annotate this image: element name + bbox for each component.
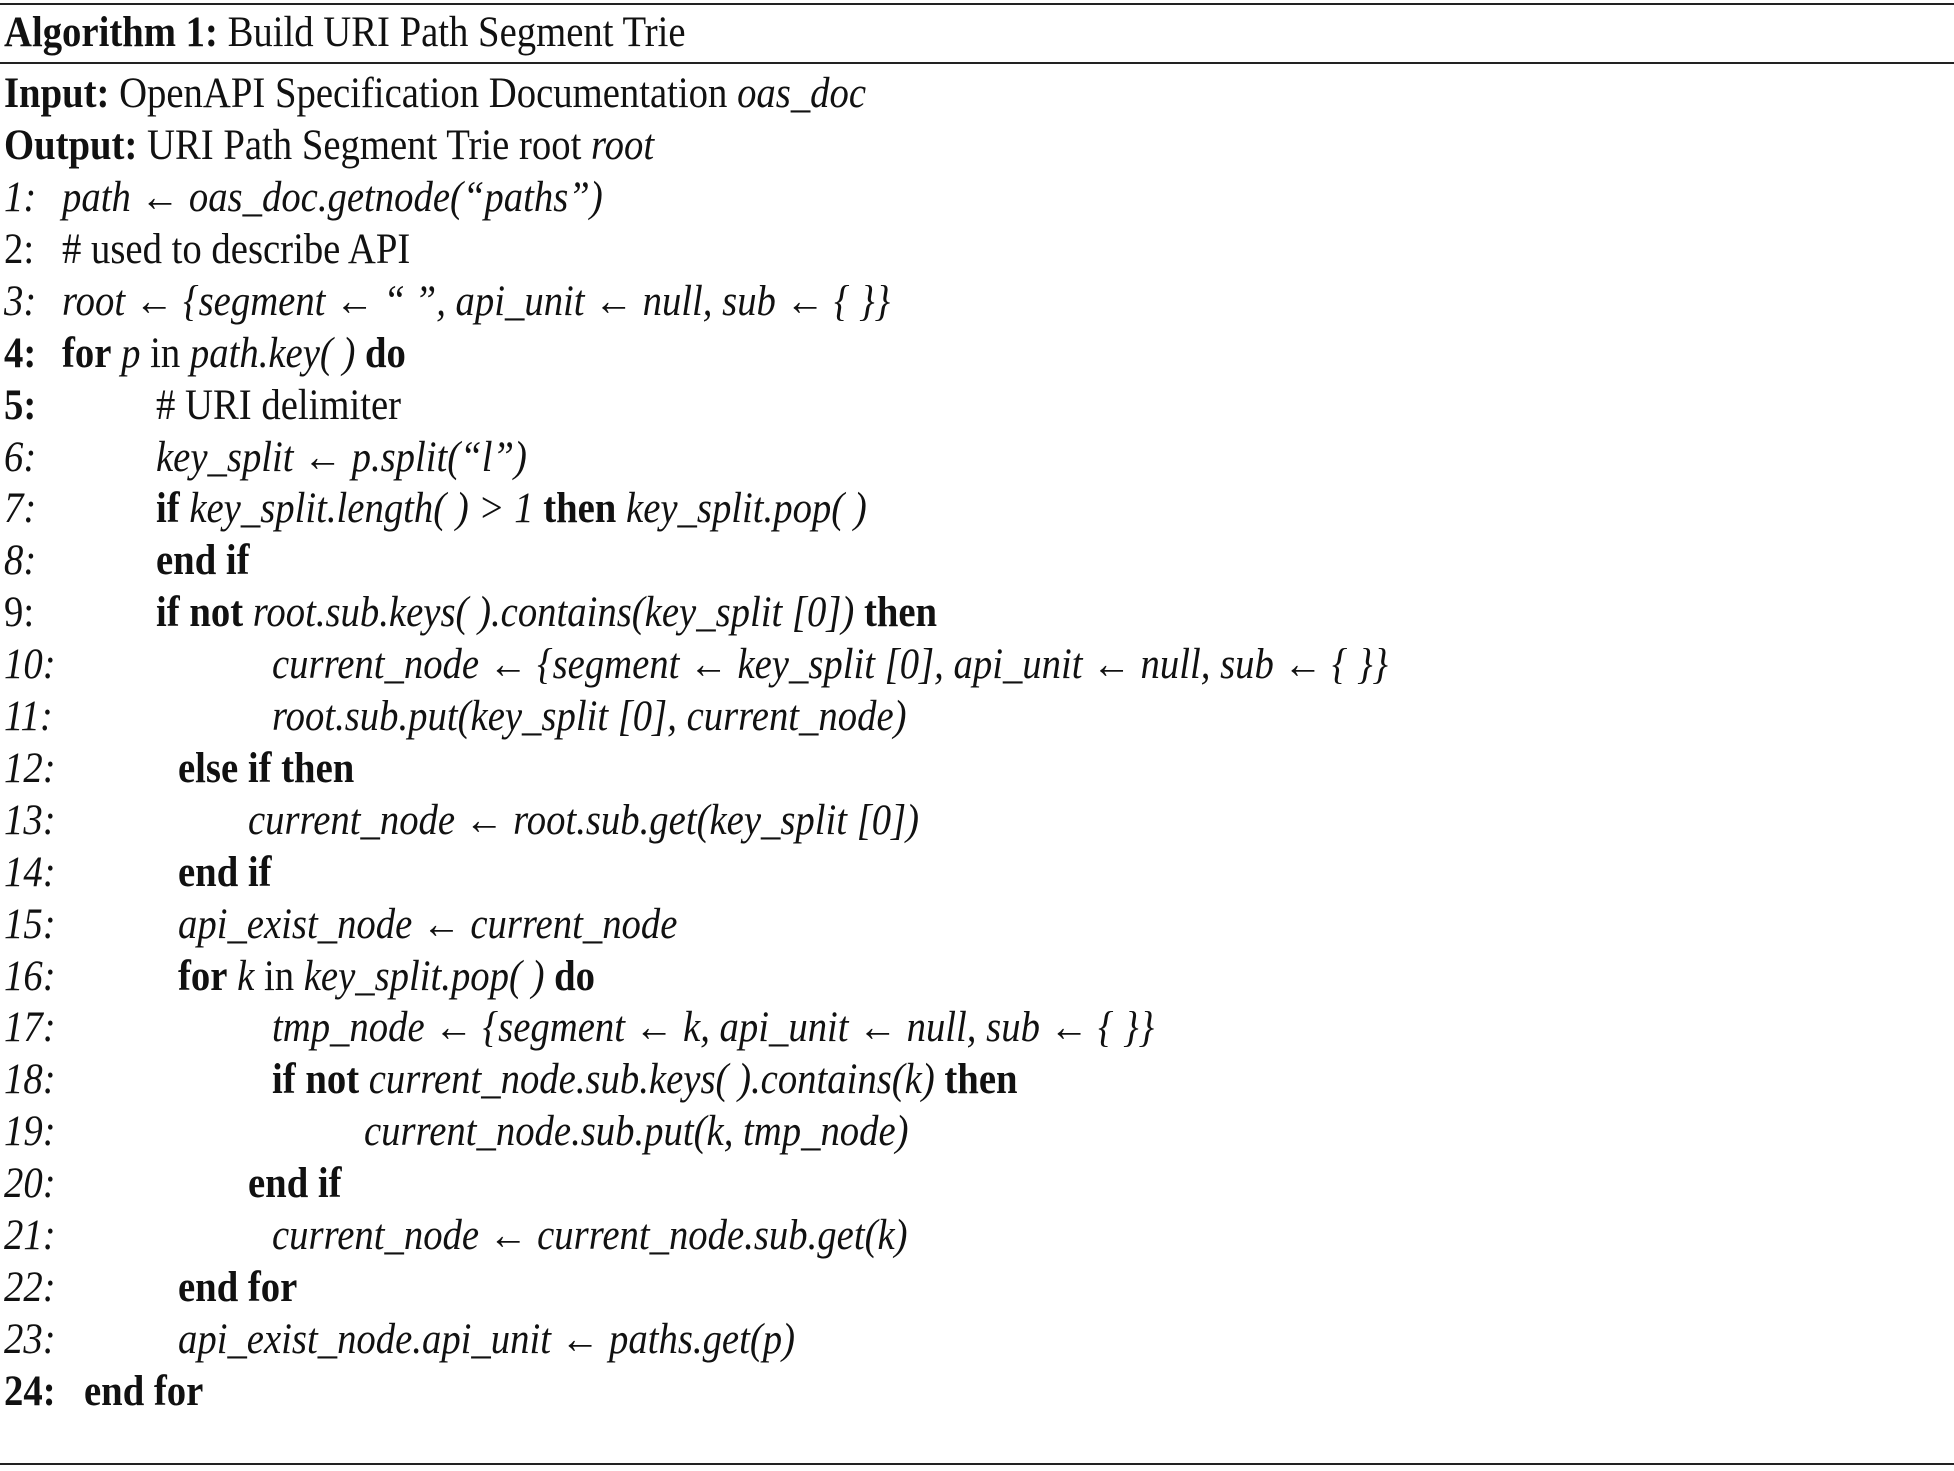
line-number: 20: [4, 1160, 56, 1208]
text-segment: # URI delimiter [156, 381, 402, 429]
line-number: 15: [4, 900, 56, 948]
algorithm-line [156, 483, 867, 535]
text-segment: end if [156, 537, 250, 585]
text-segment: k [227, 952, 255, 1000]
text-segment: end if [178, 848, 272, 896]
line-number: 23: [4, 1315, 56, 1363]
text-segment: current_node ← {segment ← key_split [0], api_unit ← null, sub ← { }} [272, 641, 1389, 689]
text-segment: do [355, 329, 406, 377]
text-segment: Input: [4, 70, 110, 117]
algorithm-line [248, 795, 919, 847]
text-segment: key_split.pop( ) [303, 952, 545, 1000]
text-segment: end for [178, 1263, 298, 1311]
text-segment: in [254, 952, 304, 1000]
line-number: 21: [4, 1212, 56, 1259]
text-segment: p [111, 329, 141, 377]
text-segment: end for [84, 1367, 204, 1415]
algorithm-input [4, 68, 866, 120]
text-segment: Output: [4, 122, 138, 169]
text-segment: current_node.sub.keys( ).contains(k) [359, 1056, 945, 1104]
algorithm-line [84, 1366, 203, 1418]
text-segment: end if [248, 1160, 342, 1208]
text-segment: then [543, 485, 617, 533]
algorithm-line [156, 432, 527, 484]
text-segment: else if then [178, 744, 355, 792]
line-number: 5: [4, 381, 37, 429]
algorithm-line [178, 847, 272, 899]
line-number: 2: [4, 225, 35, 273]
line-number: 24: [4, 1367, 56, 1415]
text-segment: URI Path Segment Trie root [137, 122, 592, 169]
algorithm-line [272, 691, 907, 743]
line-number: 10: [4, 641, 56, 689]
line-number: 6: [4, 433, 37, 481]
algorithm-line [178, 951, 595, 1003]
title-rule [0, 62, 1954, 64]
text-segment: if not [156, 589, 244, 637]
text-segment: for [62, 329, 112, 377]
text-segment: in [140, 329, 190, 377]
text-segment: root.sub.put(key_split [0], current_node) [272, 693, 907, 740]
line-number: 16: [4, 952, 56, 1000]
line-number: 14: [4, 848, 56, 896]
text-segment: if [156, 485, 180, 533]
text-segment: key_split ← p.split(“l”) [156, 433, 527, 481]
algorithm-line [364, 1106, 909, 1158]
text-segment: current_node ← current_node.sub.get(k) [272, 1212, 908, 1259]
line-number: 8: [4, 537, 37, 585]
text-segment: for [178, 952, 228, 1000]
algorithm-line [272, 1210, 908, 1262]
algorithm-line [272, 639, 1388, 691]
line-number: 22: [4, 1263, 56, 1311]
algorithm-line [62, 172, 603, 224]
text-segment: Algorithm 1: [4, 9, 218, 56]
text-segment: root [591, 122, 655, 169]
text-segment: key_split.pop( ) [616, 485, 867, 533]
text-segment: then [944, 1056, 1018, 1104]
algorithm-output [4, 120, 654, 172]
line-number: 9: [4, 589, 35, 637]
line-number: 18: [4, 1056, 56, 1104]
text-segment: root.sub.keys( ).contains(key_split [0]) [243, 589, 864, 637]
text-segment: path.key( ) [189, 329, 356, 377]
algorithm-line [272, 1002, 1154, 1054]
algorithm-line [156, 380, 401, 432]
text-segment: api_exist_node ← current_node [178, 900, 678, 948]
line-number: 7: [4, 485, 37, 533]
text-segment: tmp_node ← {segment ← k, api_unit ← null, sub ← { }} [272, 1004, 1155, 1052]
algorithm-line [62, 328, 406, 380]
algorithm-line [272, 1054, 1018, 1106]
algorithm-line [248, 1158, 342, 1210]
line-number: 11: [4, 693, 53, 740]
line-number: 19: [4, 1108, 56, 1156]
text-segment: Build URI Path Segment Trie [217, 9, 686, 56]
line-number: 13: [4, 796, 56, 844]
line-number: 4: [4, 329, 37, 377]
text-segment: current_node ← root.sub.get(key_split [0]) [248, 796, 920, 844]
algorithm-line [178, 1314, 795, 1366]
algorithm-line [178, 899, 677, 951]
algorithm-title [4, 7, 686, 59]
text-segment: then [863, 589, 938, 637]
line-number: 3: [4, 277, 37, 325]
line-number: 12: [4, 744, 56, 792]
algorithm-line [178, 743, 354, 795]
text-segment: OpenAPI Specification Documentation [109, 70, 738, 117]
text-segment: if not [272, 1056, 360, 1104]
top-rule [0, 3, 1954, 5]
bottom-rule [0, 1463, 1954, 1465]
text-segment: api_exist_node.api_unit ← paths.get(p) [178, 1315, 795, 1363]
text-segment: path ← oas_doc.getnode(“paths”) [62, 174, 603, 221]
text-segment: # used to describe API [62, 225, 411, 273]
algorithm-line [156, 587, 937, 639]
algorithm-line [62, 224, 410, 276]
algorithm-line [62, 276, 890, 328]
text-segment: current_node.sub.put(k, tmp_node) [364, 1108, 909, 1156]
text-segment: root ← {segment ← “ ”, api_unit ← null, sub ← { }} [62, 277, 891, 325]
line-number: 17: [4, 1004, 56, 1052]
text-segment: key_split.length( ) > 1 [179, 485, 544, 533]
algorithm-line [178, 1262, 297, 1314]
line-number: 1: [4, 174, 37, 221]
text-segment: oas_doc [737, 70, 867, 117]
text-segment: do [544, 952, 596, 1000]
algorithm-line [156, 535, 250, 587]
